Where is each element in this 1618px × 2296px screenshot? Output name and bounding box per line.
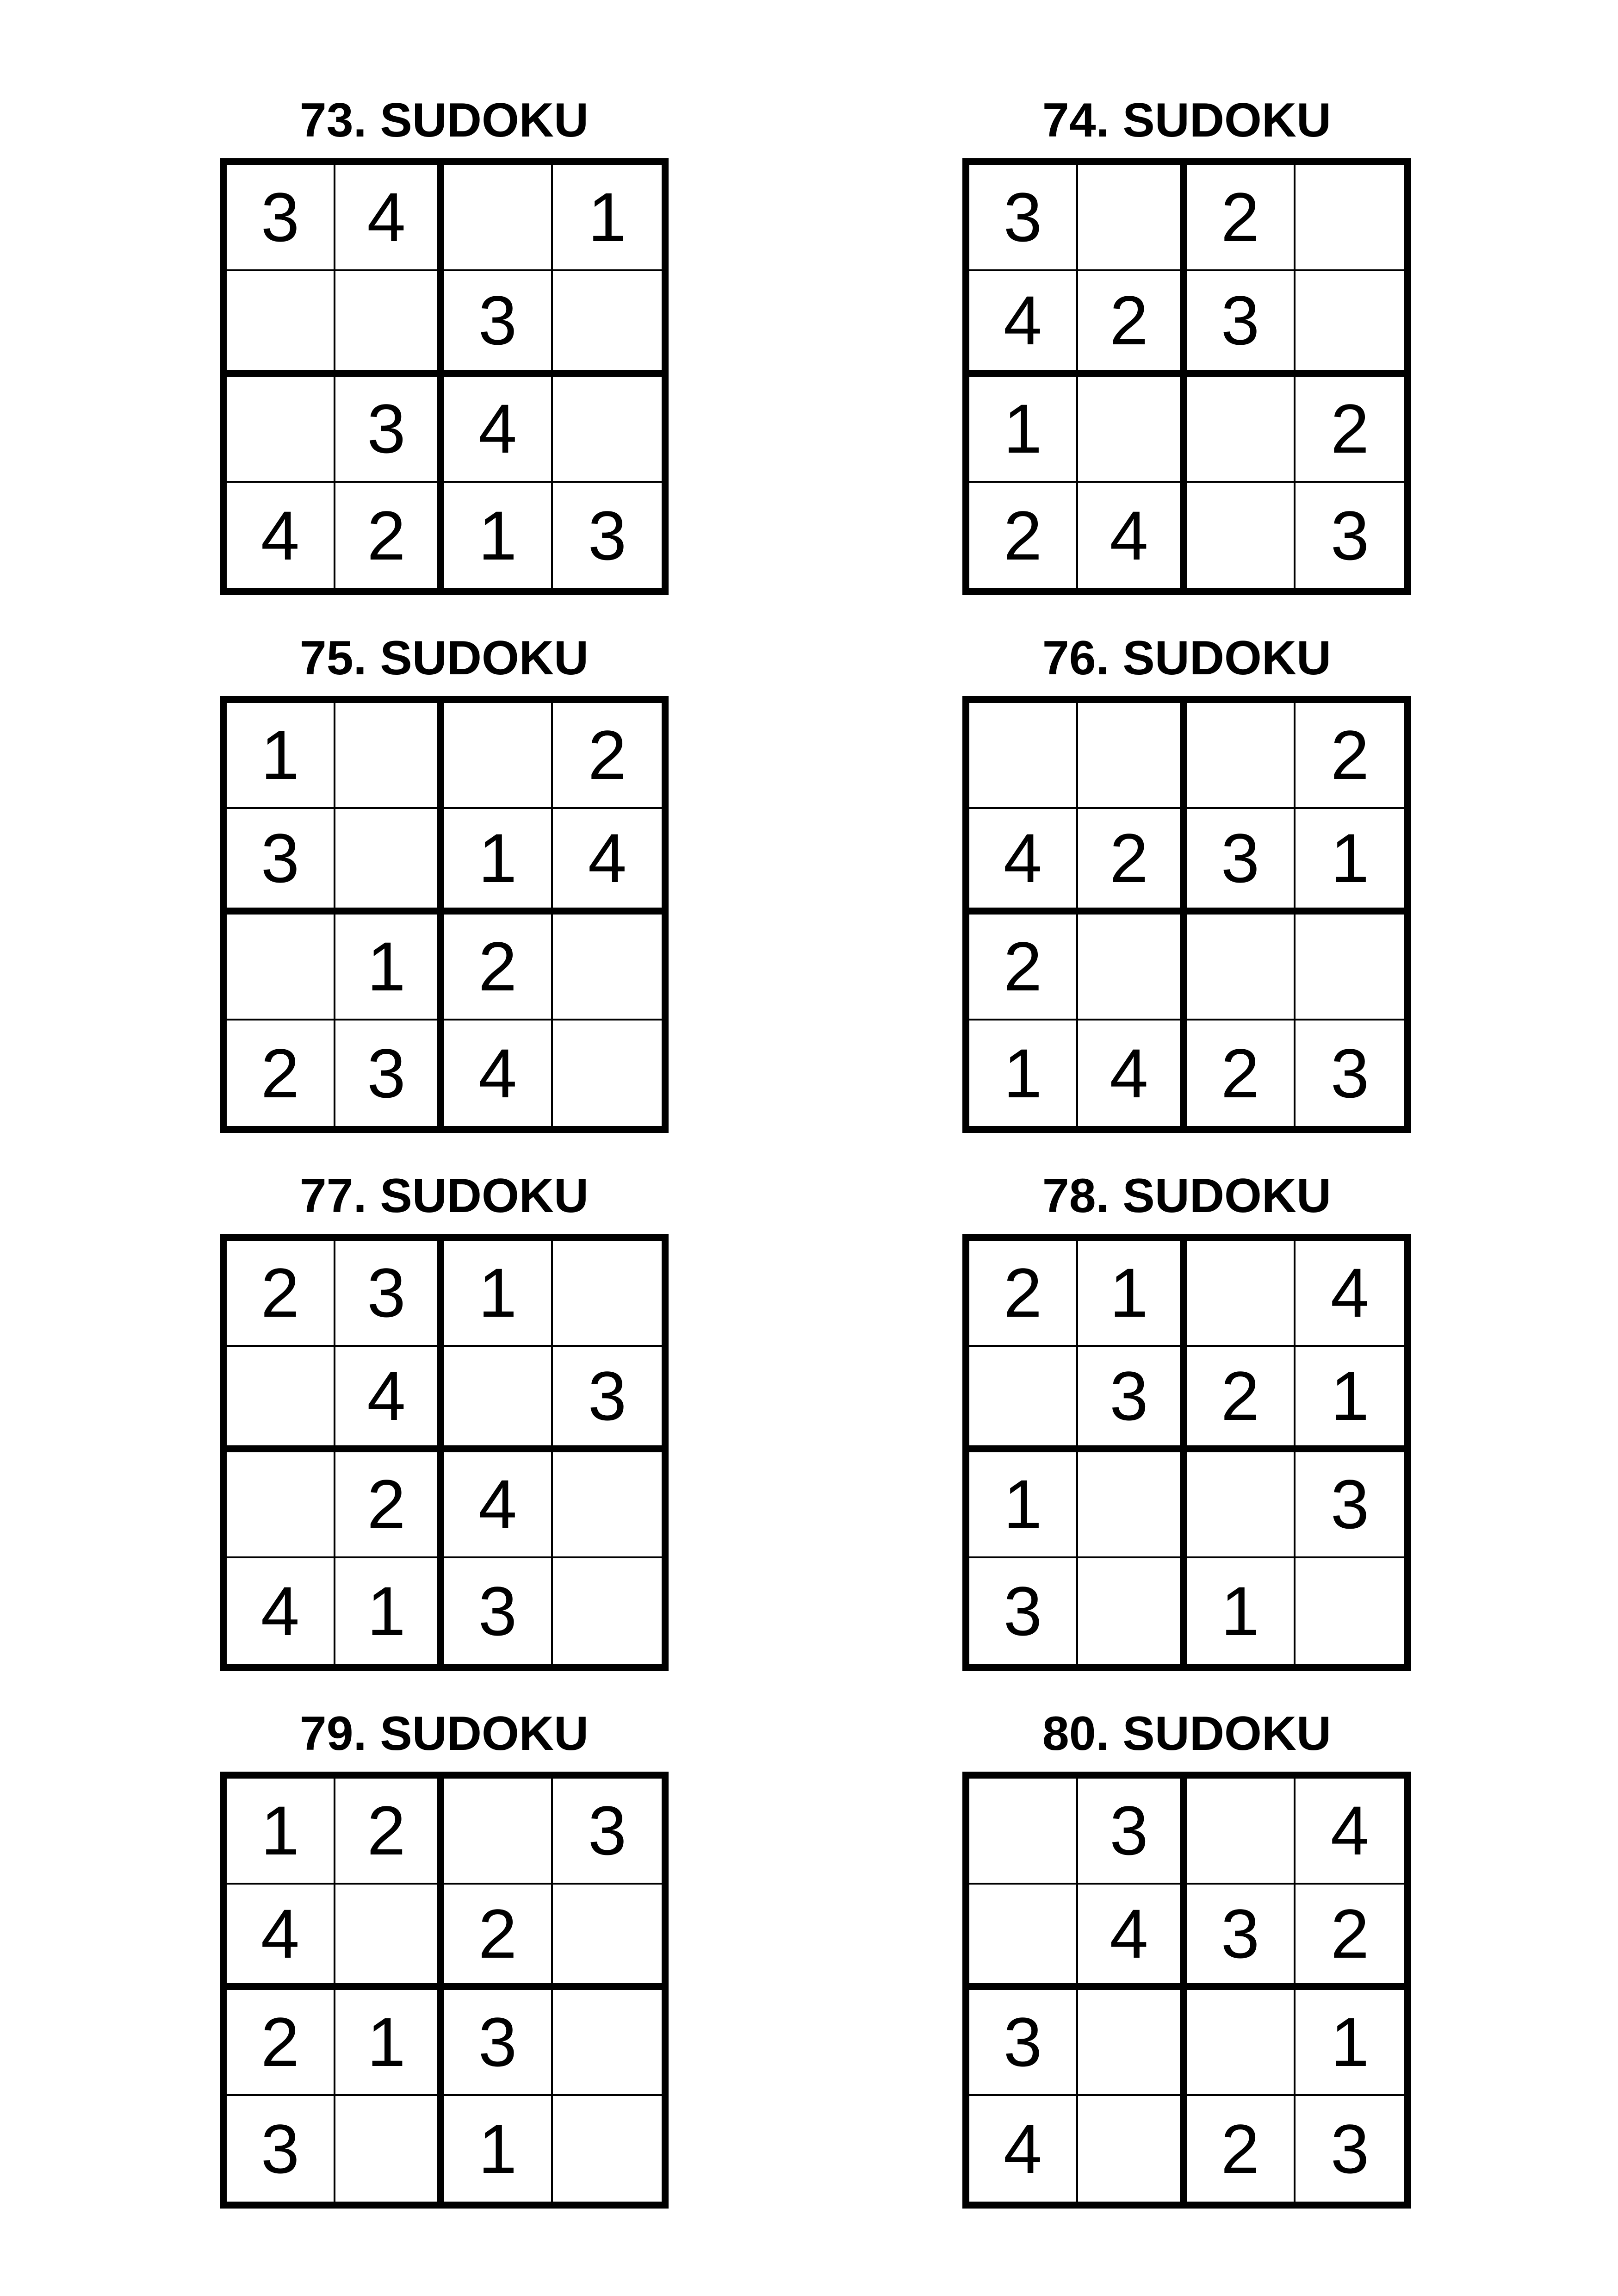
grid-cell: 3 — [969, 1558, 1078, 1664]
grid-cell: 3 — [553, 1347, 662, 1453]
grid-cell — [1078, 1452, 1187, 1558]
grid-cell: 2 — [227, 1241, 335, 1347]
grid-cell — [969, 1779, 1078, 1885]
grid-cell — [227, 1452, 335, 1558]
grid-cell: 1 — [1296, 1347, 1404, 1453]
sudoku-grid — [220, 696, 669, 1133]
grid-cell: 2 — [335, 483, 444, 589]
grid-cell — [444, 1779, 553, 1885]
grid-cell — [227, 271, 335, 377]
grid-cell: 3 — [553, 1779, 662, 1885]
grid-cell: 1 — [969, 1020, 1078, 1126]
grid-cell: 3 — [444, 271, 553, 377]
grid-cell: 2 — [444, 915, 553, 1020]
grid-cell: 4 — [969, 2096, 1078, 2202]
sudoku-grid — [962, 696, 1411, 1133]
grid-cell — [1078, 165, 1187, 271]
grid-cell — [444, 1347, 553, 1453]
grid-cell: 3 — [227, 165, 335, 271]
grid-cell — [553, 271, 662, 377]
grid-cell: 1 — [444, 483, 553, 589]
grid-cell: 3 — [969, 165, 1078, 271]
grid-cell — [553, 377, 662, 483]
grid-cell — [553, 1558, 662, 1664]
grid-cell: 1 — [1078, 1241, 1187, 1347]
grid-cell: 3 — [1078, 1347, 1187, 1453]
grid-cell: 2 — [969, 483, 1078, 589]
grid-cell — [444, 165, 553, 271]
grid-cell: 1 — [444, 2096, 553, 2202]
grid-cell: 2 — [1078, 809, 1187, 915]
grid-cell — [1187, 915, 1296, 1020]
grid-cell — [1187, 1241, 1296, 1347]
grid-cell: 4 — [1078, 483, 1187, 589]
grid-cell: 2 — [1187, 1020, 1296, 1126]
grid-cell — [553, 915, 662, 1020]
grid-cell: 1 — [335, 1990, 444, 2096]
grid-cell: 1 — [444, 1241, 553, 1347]
grid-cell: 3 — [1330, 2109, 1370, 2188]
grid-cell: 3 — [969, 1990, 1078, 2096]
grid-cell: 1 — [1187, 1558, 1296, 1664]
grid-cell: 3 — [1330, 1034, 1370, 1112]
sudoku-grid — [962, 158, 1411, 595]
grid-cell — [553, 1885, 662, 1991]
grid-cell: 1 — [1296, 809, 1404, 915]
grid-cell: 3 — [227, 809, 335, 915]
grid-cell — [227, 377, 335, 483]
grid-cell: 2 — [335, 1779, 444, 1885]
grid-cell: 4 — [444, 377, 553, 483]
grid-cell — [335, 809, 444, 915]
grid-cell — [1296, 915, 1404, 1020]
grid-cell: 3 — [1187, 271, 1296, 377]
grid-cell — [1078, 1558, 1187, 1664]
grid-cell: 4 — [444, 1020, 553, 1126]
grid-cell — [1078, 703, 1187, 809]
puzzle-title: 74. SUDOKU — [1042, 93, 1332, 147]
grid-cell: 3 — [227, 2096, 335, 2202]
grid-cell: 4 — [1296, 1241, 1404, 1347]
grid-cell — [1078, 377, 1187, 483]
grid-cell: 1 — [1296, 1990, 1404, 2096]
grid-cell: 2 — [227, 1020, 335, 1126]
puzzle-title: 73. SUDOKU — [299, 93, 589, 147]
grid-cell: 4 — [335, 1347, 444, 1453]
grid-cell: 4 — [553, 809, 662, 915]
grid-cell — [444, 703, 553, 809]
grid-cell: 3 — [335, 377, 444, 483]
puzzle-title: 78. SUDOKU — [1042, 1169, 1332, 1223]
grid-cell: 3 — [444, 1558, 553, 1664]
grid-cell — [227, 915, 335, 1020]
grid-cell — [1078, 2096, 1187, 2202]
grid-cell: 2 — [444, 1885, 553, 1991]
grid-cell: 4 — [444, 1452, 553, 1558]
grid-cell: 2 — [969, 1241, 1078, 1347]
grid-cell: 1 — [444, 809, 553, 915]
grid-cell: 1 — [969, 1452, 1078, 1558]
grid-cell: 2 — [553, 703, 662, 809]
grid-cell: 1 — [969, 377, 1078, 483]
sudoku-grid — [220, 1234, 669, 1671]
grid-cell — [335, 2096, 444, 2202]
grid-cell — [1187, 1990, 1296, 2096]
grid-cell — [1296, 271, 1404, 377]
grid-cell — [969, 703, 1078, 809]
grid-cell: 2 — [335, 1452, 444, 1558]
grid-cell: 3 — [1078, 1779, 1187, 1885]
grid-cell — [969, 1885, 1078, 1991]
grid-cell: 3 — [1187, 809, 1296, 915]
grid-cell: 2 — [1296, 1885, 1404, 1991]
sudoku-grid — [220, 158, 669, 595]
grid-cell — [1296, 165, 1404, 271]
grid-cell: 3 — [1330, 496, 1370, 574]
grid-cell: 2 — [1187, 1347, 1296, 1453]
grid-cell: 4 — [1078, 1885, 1187, 1991]
grid-cell — [335, 271, 444, 377]
grid-cell — [1187, 377, 1296, 483]
puzzle-title: 76. SUDOKU — [1042, 631, 1332, 685]
grid-cell: 4 — [227, 1558, 335, 1664]
grid-cell: 4 — [969, 809, 1078, 915]
grid-cell: 1 — [335, 915, 444, 1020]
grid-cell: 3 — [444, 1990, 553, 2096]
grid-cell: 1 — [227, 1779, 335, 1885]
grid-cell: 4 — [227, 1885, 335, 1991]
grid-cell — [1187, 703, 1296, 809]
sudoku-grid — [220, 1772, 669, 2209]
grid-cell: 2 — [1187, 2096, 1296, 2202]
grid-cell — [553, 1020, 662, 1126]
puzzle-title: 75. SUDOKU — [299, 631, 589, 685]
sudoku-grid — [962, 1234, 1411, 1671]
grid-cell — [335, 1885, 444, 1991]
grid-cell: 3 — [335, 1020, 444, 1126]
grid-cell: 4 — [1296, 1779, 1404, 1885]
grid-cell: 3 — [588, 496, 627, 574]
grid-cell: 3 — [335, 1241, 444, 1347]
puzzle-title: 77. SUDOKU — [299, 1169, 589, 1223]
grid-cell: 4 — [1078, 1020, 1187, 1126]
grid-cell: 1 — [553, 165, 662, 271]
grid-cell: 2 — [1187, 165, 1296, 271]
sudoku-grid — [962, 1772, 1411, 2209]
grid-cell: 2 — [1296, 377, 1404, 483]
puzzle-title: 80. SUDOKU — [1042, 1707, 1332, 1761]
grid-cell — [227, 1347, 335, 1453]
puzzle-title: 79. SUDOKU — [299, 1707, 589, 1761]
grid-cell — [553, 1990, 662, 2096]
grid-cell — [1187, 1452, 1296, 1558]
grid-cell: 3 — [1296, 1452, 1404, 1558]
grid-cell — [553, 2096, 662, 2202]
grid-cell: 4 — [227, 483, 335, 589]
grid-cell — [1078, 915, 1187, 1020]
grid-cell: 3 — [1187, 1885, 1296, 1991]
grid-cell: 1 — [227, 703, 335, 809]
grid-cell: 2 — [1296, 703, 1404, 809]
grid-cell — [553, 1452, 662, 1558]
grid-cell: 4 — [969, 271, 1078, 377]
grid-cell — [1187, 483, 1296, 589]
grid-cell: 2 — [1078, 271, 1187, 377]
grid-cell — [1078, 1990, 1187, 2096]
grid-cell — [1187, 1779, 1296, 1885]
grid-cell: 2 — [227, 1990, 335, 2096]
grid-cell: 2 — [969, 915, 1078, 1020]
grid-cell — [335, 703, 444, 809]
grid-cell: 1 — [335, 1558, 444, 1664]
grid-cell — [969, 1347, 1078, 1453]
grid-cell: 4 — [335, 165, 444, 271]
grid-cell — [1296, 1558, 1404, 1664]
grid-cell — [553, 1241, 662, 1347]
